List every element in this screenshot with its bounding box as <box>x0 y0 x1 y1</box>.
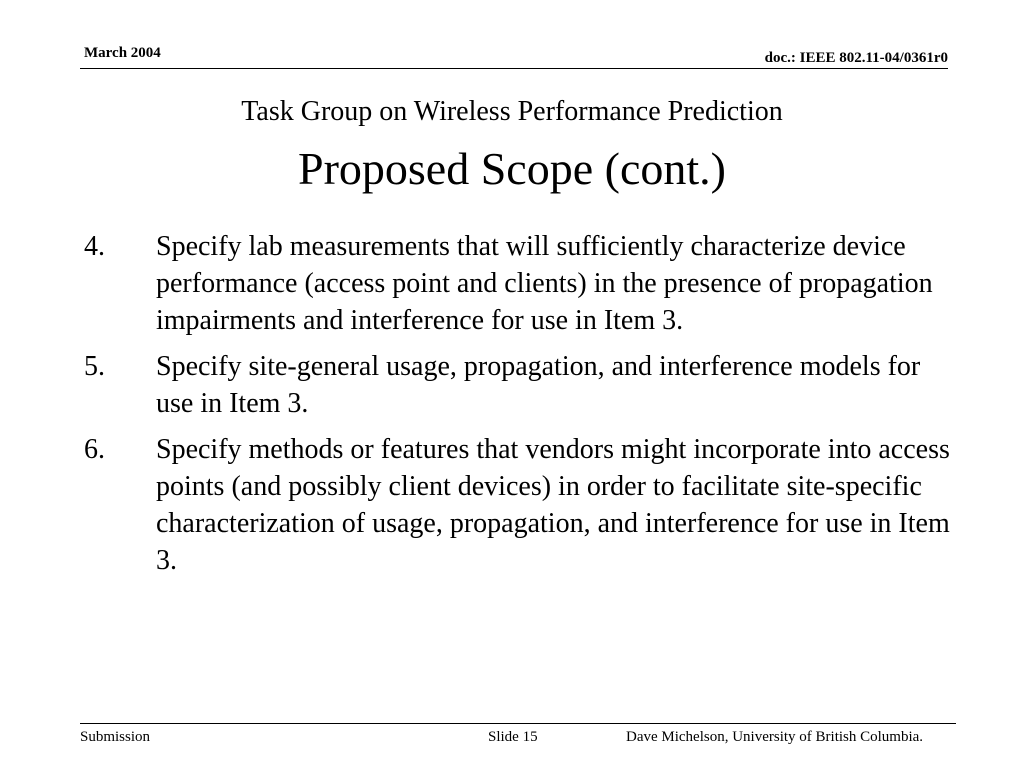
list-item <box>84 228 954 339</box>
list-item <box>84 348 954 422</box>
item-number: 4. <box>84 231 105 262</box>
item-number: 5. <box>84 351 105 382</box>
footer-slide-number: Slide 15 <box>488 729 538 745</box>
scope-list <box>84 228 954 588</box>
footer-submission: Submission <box>80 729 151 745</box>
item-number: 6. <box>84 434 105 465</box>
item-text: Specify site-general usage, propagation, and interference models for use in Item 3. <box>156 351 921 419</box>
slide-title: Proposed Scope (cont.) <box>298 143 726 194</box>
slide-subtitle: Task Group on Wireless Performance Prediction <box>241 96 783 127</box>
footer-divider <box>80 723 956 724</box>
header-date: March 2004 <box>84 45 161 61</box>
header-doc-id: doc.: IEEE 802.11-04/0361r0 <box>764 50 948 66</box>
item-text: Specify methods or features that vendors might incorporate into access points (and possibly client devices) in order to facilitate site-specific characterization of usage, propagation, and interference for use in Item 3. <box>156 434 950 576</box>
item-text: Specify lab measurements that will sufficiently characterize device performance (access point and clients) in the presence of propagation impairments and interference for use in Item 3. <box>156 231 933 336</box>
footer-author: Dave Michelson, University of British Columbia. <box>626 729 924 745</box>
header-divider <box>80 68 948 69</box>
list-item <box>84 431 954 579</box>
